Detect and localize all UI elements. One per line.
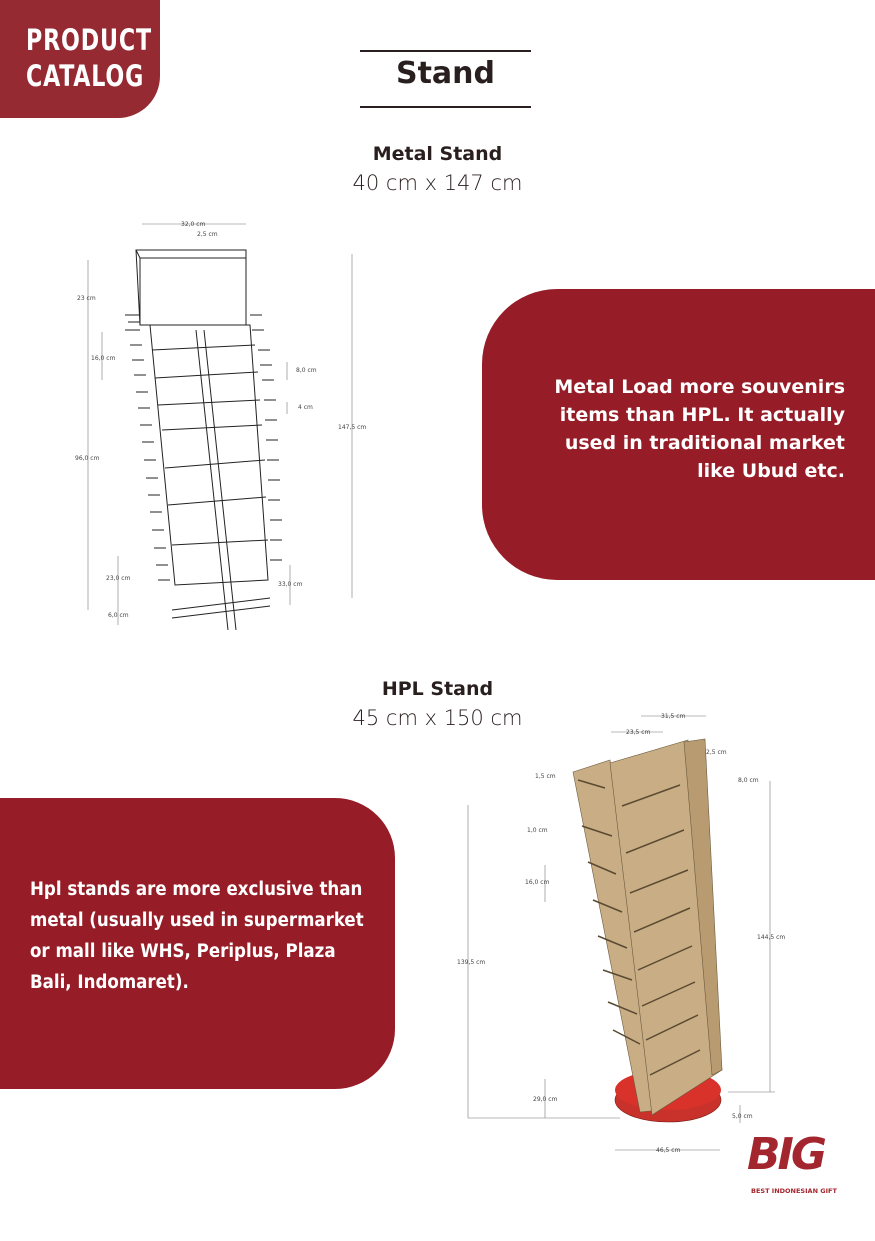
dim-slot-gap: 16,0 cm: [525, 879, 550, 886]
dim-slot: 1,0 cm: [527, 827, 548, 834]
dim-outer-width: 31,5 cm: [661, 713, 686, 720]
dim-top-thickness: 2,5 cm: [706, 749, 727, 756]
dim-base-width: 46,5 cm: [656, 1147, 681, 1154]
dim-bottom: 23,0 cm: [106, 575, 131, 582]
hpl-stand-drawing: [0, 660, 875, 1180]
dim-total: 147,5 cm: [338, 424, 367, 431]
hpl-description: Hpl stands are more exclusive than metal (usually used in supermarket or mall like WHS, Periplus, Plaza Bali, Indomaret).: [30, 879, 364, 993]
badge-line-1: PRODUCT: [26, 23, 152, 57]
dim-height: 139,5 cm: [457, 959, 486, 966]
big-logo: [745, 1129, 840, 1198]
badge-line-2: CATALOG: [26, 59, 145, 93]
dim-base: 33,0 cm: [278, 581, 303, 588]
dim-body: 96,0 cm: [75, 455, 100, 462]
dim-base-height: 29,0 cm: [533, 1096, 558, 1103]
page-title: Stand: [395, 56, 496, 91]
dim-base-thickness: 5,0 cm: [732, 1113, 753, 1120]
metal-stand-size: 40 cm x 147 cm: [352, 171, 523, 195]
metal-stand-name: Metal Stand: [372, 143, 503, 165]
dim-width-top: 32,0 cm: [181, 221, 206, 228]
logo-tagline: BEST INDONESIAN GIFT: [751, 1187, 837, 1195]
dim-side: 8,0 cm: [738, 777, 759, 784]
dim-inner-width: 23,5 cm: [626, 729, 651, 736]
dim-edge: 1,5 cm: [535, 773, 556, 780]
dim-feet: 6,0 cm: [108, 612, 129, 619]
dim-gap1: 8,0 cm: [296, 367, 317, 374]
logo-wordmark: BIG: [747, 1129, 825, 1180]
metal-description-panel: [482, 289, 875, 580]
metal-description: Metal Load more souvenirs items than HPL. It actually used in traditional market like Ubud etc.: [554, 376, 845, 482]
dim-gap2: 4 cm: [298, 404, 313, 411]
hpl-stand-name: HPL Stand: [381, 678, 494, 700]
dim-pole: 2,5 cm: [197, 231, 218, 238]
dim-total: 144,5 cm: [757, 934, 786, 941]
dim-tier: 16,0 cm: [91, 355, 116, 362]
hpl-stand-size: 45 cm x 150 cm: [352, 706, 523, 730]
dim-top-height: 23 cm: [77, 295, 96, 302]
